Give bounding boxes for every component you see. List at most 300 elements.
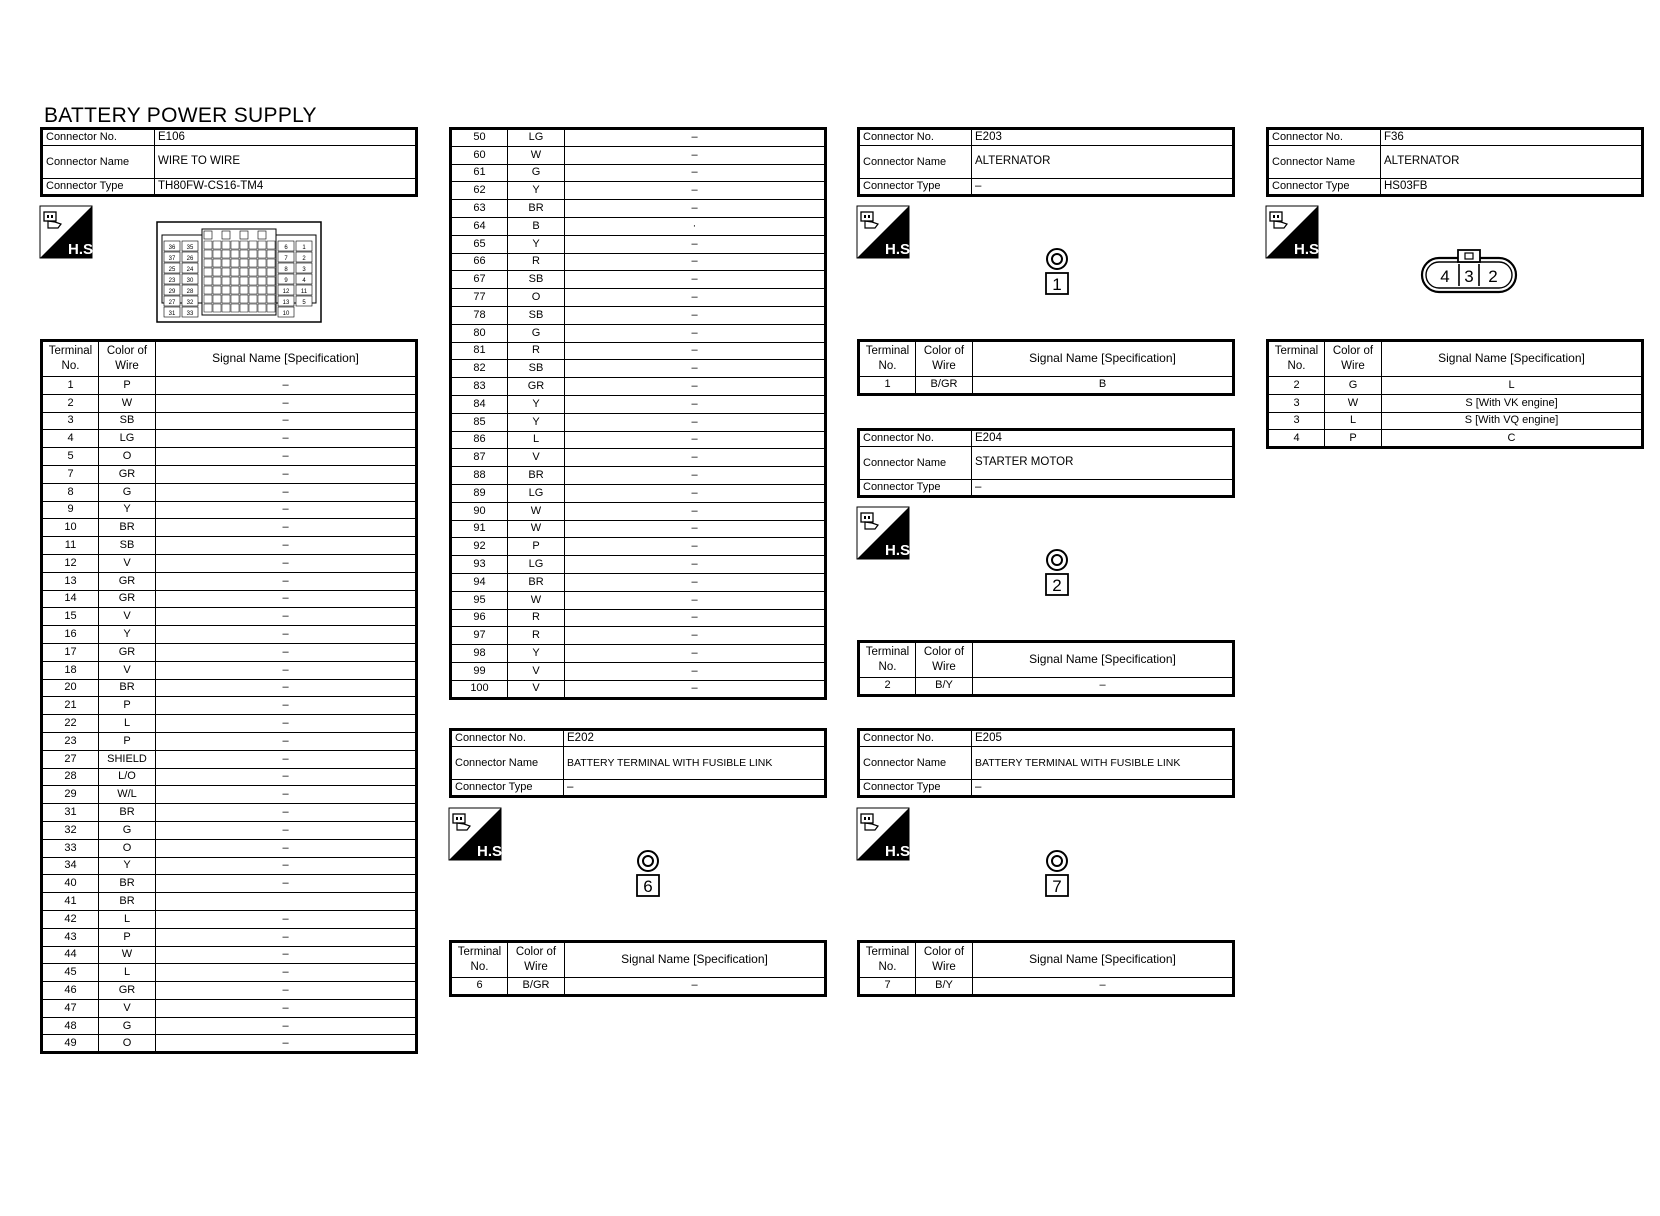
connector-pin-label: 37 xyxy=(168,256,176,262)
terminal-row xyxy=(451,502,826,520)
terminal-no-cell: 23 xyxy=(42,732,99,750)
wire-color-cell: GR xyxy=(99,572,156,590)
connector-pin-cell xyxy=(231,295,239,303)
terminal-no-cell: 27 xyxy=(42,750,99,768)
terminal-no-cell: 82 xyxy=(451,360,508,378)
terminal-no-cell: 11 xyxy=(42,537,99,555)
terminal-no-cell: 99 xyxy=(451,662,508,680)
connector-pin-cell xyxy=(222,259,230,267)
terminal-row xyxy=(42,679,417,697)
wire-color-cell: P xyxy=(508,538,565,556)
terminal-no-cell: 50 xyxy=(451,129,508,147)
terminal-row xyxy=(42,394,417,412)
terminal-no-cell: 64 xyxy=(451,217,508,235)
wire-color-cell: SB xyxy=(99,537,156,555)
terminal-row xyxy=(42,839,417,857)
connector-pin-cell xyxy=(258,250,266,258)
connector-pin-label: 3 xyxy=(302,267,306,273)
terminal-no-cell: 7 xyxy=(42,465,99,483)
terminal-no-cell: 5 xyxy=(42,448,99,466)
signal-name-cell: – xyxy=(565,467,826,485)
wire-color-cell: SB xyxy=(508,306,565,324)
signal-name-cell: – xyxy=(156,946,417,964)
signal-name-cell: – xyxy=(565,289,826,307)
connector-pin-label: 33 xyxy=(186,311,194,317)
connector-pin-cell xyxy=(267,268,275,276)
terminal-no-cell: 32 xyxy=(42,821,99,839)
e106-connector-face xyxy=(156,221,322,323)
connector-pin-cell xyxy=(258,268,266,276)
terminal-no-cell: 62 xyxy=(451,182,508,200)
wire-color-cell: W xyxy=(508,591,565,609)
terminal-row xyxy=(42,964,417,982)
e106-terminal-table-b xyxy=(449,127,827,700)
wire-color-cell: P xyxy=(99,928,156,946)
connector-pin-cell xyxy=(240,268,248,276)
terminal-row xyxy=(451,484,826,502)
connector-type-label: Connector Type xyxy=(859,780,972,797)
connector-pin-cell xyxy=(258,241,266,249)
terminal-no-cell: 100 xyxy=(451,680,508,698)
color-of-wire-header: Color of Wire xyxy=(916,341,973,377)
signal-name-cell: – xyxy=(565,395,826,413)
e106-info-table xyxy=(40,127,418,197)
terminal-row xyxy=(42,1035,417,1053)
terminal-row xyxy=(451,289,826,307)
connector-type-value: – xyxy=(972,780,1234,797)
terminal-row xyxy=(42,626,417,644)
wire-color-cell: BR xyxy=(99,804,156,822)
signal-name-cell: – xyxy=(156,910,417,928)
wire-color-cell: SB xyxy=(508,271,565,289)
signal-name-cell: – xyxy=(565,378,826,396)
connector-name-label: Connector Name xyxy=(859,747,972,780)
wire-color-cell: GR xyxy=(99,643,156,661)
connector-pin-cell xyxy=(213,304,221,312)
terminal-no-cell: 4 xyxy=(1268,430,1325,448)
signal-name-cell: – xyxy=(156,715,417,733)
terminal-row xyxy=(451,129,826,147)
connector-no-value: E203 xyxy=(972,129,1234,146)
connector-pin-cell xyxy=(204,295,212,303)
terminal-row xyxy=(451,306,826,324)
connector-pin-cell xyxy=(213,277,221,285)
connector-pin-cell xyxy=(213,241,221,249)
connector-pin-label: 6 xyxy=(284,245,288,251)
signal-name-cell: – xyxy=(565,253,826,271)
signal-name-header: Signal Name [Specification] xyxy=(1382,341,1643,377)
connector-name-value: WIRE TO WIRE xyxy=(155,146,417,179)
terminal-no-cell: 8 xyxy=(42,483,99,501)
wire-color-cell: W xyxy=(99,946,156,964)
connector-name-label: Connector Name xyxy=(859,146,972,179)
signal-name-cell: B xyxy=(973,377,1234,395)
terminal-row xyxy=(42,750,417,768)
terminal-row xyxy=(42,910,417,928)
connector-type-value: – xyxy=(972,179,1234,196)
connector-pin-cell xyxy=(231,304,239,312)
terminal-row xyxy=(1268,394,1643,412)
signal-name-cell: – xyxy=(973,678,1234,696)
connector-pin-cell xyxy=(204,304,212,312)
connector-pin-cell xyxy=(204,268,212,276)
terminal-row xyxy=(451,146,826,164)
wire-color-cell: O xyxy=(508,289,565,307)
signal-name-cell: – xyxy=(565,538,826,556)
terminal-no-cell: 98 xyxy=(451,645,508,663)
connector-pin-label: 13 xyxy=(282,300,290,306)
terminal-no-cell: 3 xyxy=(42,412,99,430)
e204-info-table xyxy=(857,428,1235,498)
terminal-no-cell: 46 xyxy=(42,982,99,1000)
color-of-wire-header: Color of Wire xyxy=(99,341,156,377)
terminal-row xyxy=(42,608,417,626)
terminal-no-cell: 97 xyxy=(451,627,508,645)
wire-color-cell: V xyxy=(508,680,565,698)
f36-pin-label: 4 xyxy=(1440,267,1450,286)
connector-pin-cell xyxy=(204,250,212,258)
signal-name-header: Signal Name [Specification] xyxy=(565,942,826,978)
color-of-wire-header: Color of Wire xyxy=(508,942,565,978)
connector-type-label: Connector Type xyxy=(42,179,155,196)
terminal-row xyxy=(42,999,417,1017)
terminal-no-cell: 66 xyxy=(451,253,508,271)
signal-name-cell: – xyxy=(565,271,826,289)
hs-badge-icon xyxy=(857,206,915,258)
terminal-row xyxy=(42,448,417,466)
terminal-row xyxy=(451,271,826,289)
wire-color-cell: BR xyxy=(99,519,156,537)
connector-pin-cell xyxy=(240,286,248,294)
wire-color-cell: W xyxy=(99,394,156,412)
signal-name-cell: – xyxy=(156,928,417,946)
terminal-no-cell: 40 xyxy=(42,875,99,893)
wire-color-cell: L/O xyxy=(99,768,156,786)
connector-pin-label: 10 xyxy=(282,311,290,317)
signal-name-cell: – xyxy=(565,591,826,609)
hs-label: H.S. xyxy=(885,542,915,559)
hs-label: H.S. xyxy=(68,241,98,258)
connector-type-label: Connector Type xyxy=(859,179,972,196)
connector-no-value: F36 xyxy=(1381,129,1643,146)
terminal-row xyxy=(42,893,417,911)
connector-no-label: Connector No. xyxy=(859,730,972,747)
terminal-row xyxy=(42,412,417,430)
wire-color-cell: L xyxy=(99,964,156,982)
connector-pin-cell xyxy=(240,277,248,285)
terminal-row xyxy=(42,519,417,537)
wire-color-cell: B/Y xyxy=(916,678,973,696)
signal-name-cell: – xyxy=(565,360,826,378)
terminal-row xyxy=(859,678,1234,696)
signal-name-cell: – xyxy=(156,804,417,822)
terminal-no-cell: 89 xyxy=(451,484,508,502)
connector-pin-cell xyxy=(258,295,266,303)
wire-color-cell: Y xyxy=(508,182,565,200)
connector-type-label: Connector Type xyxy=(451,780,564,797)
terminal-row xyxy=(451,200,826,218)
terminal-row xyxy=(451,395,826,413)
terminal-row xyxy=(42,465,417,483)
terminal-no-cell: 2 xyxy=(1268,377,1325,395)
connector-pin-label: 5 xyxy=(302,300,306,306)
connector-pin-label: 23 xyxy=(168,278,176,284)
connector-no-value: E204 xyxy=(972,430,1234,447)
signal-name-cell: – xyxy=(156,999,417,1017)
e205-terminal-table xyxy=(857,940,1235,997)
wire-color-cell: R xyxy=(508,609,565,627)
terminal-no-cell: 48 xyxy=(42,1017,99,1035)
terminal-symbol-number: 1 xyxy=(1052,275,1062,294)
terminal-row xyxy=(1268,377,1643,395)
connector-pin-label: 24 xyxy=(186,267,194,273)
wire-color-cell: LG xyxy=(508,129,565,147)
connector-pin-cell xyxy=(222,250,230,258)
terminal-symbol-number: 6 xyxy=(643,877,653,896)
signal-name-cell: – xyxy=(156,839,417,857)
terminal-no-cell: 41 xyxy=(42,893,99,911)
terminal-no-header: Terminal No. xyxy=(859,341,916,377)
terminal-no-cell: 33 xyxy=(42,839,99,857)
terminal-no-cell: 90 xyxy=(451,502,508,520)
connector-pin-cell xyxy=(231,277,239,285)
connector-pin-cell xyxy=(267,259,275,267)
f36-info-table xyxy=(1266,127,1644,197)
wire-color-cell: LG xyxy=(99,430,156,448)
wire-color-cell: G xyxy=(99,821,156,839)
signal-name-cell: C xyxy=(1382,430,1643,448)
connector-pin-label: 28 xyxy=(186,289,194,295)
wire-color-cell: V xyxy=(508,449,565,467)
signal-name-cell: – xyxy=(156,554,417,572)
connector-pin-cell xyxy=(213,250,221,258)
terminal-no-cell: 65 xyxy=(451,235,508,253)
connector-pin-cell xyxy=(204,241,212,249)
terminal-no-cell: 12 xyxy=(42,554,99,572)
wire-color-cell: Y xyxy=(99,626,156,644)
terminal-row xyxy=(42,661,417,679)
signal-name-cell: – xyxy=(156,1035,417,1053)
terminal-row xyxy=(451,431,826,449)
connector-pin-cell xyxy=(213,259,221,267)
connector-pin-label: 35 xyxy=(186,245,194,251)
signal-name-cell: – xyxy=(565,556,826,574)
connector-pin-cell xyxy=(249,304,257,312)
wire-color-cell: L xyxy=(99,715,156,733)
terminal-no-cell: 80 xyxy=(451,324,508,342)
terminal-no-cell: 20 xyxy=(42,679,99,697)
signal-name-cell: – xyxy=(156,483,417,501)
terminal-row xyxy=(42,377,417,395)
color-of-wire-header: Color of Wire xyxy=(1325,341,1382,377)
signal-name-cell: – xyxy=(156,519,417,537)
terminal-no-cell: 1 xyxy=(859,377,916,395)
wire-color-cell: GR xyxy=(508,378,565,396)
connector-pin-cell xyxy=(222,277,230,285)
wire-color-cell: SHIELD xyxy=(99,750,156,768)
terminal-no-cell: 92 xyxy=(451,538,508,556)
terminal-no-header: Terminal No. xyxy=(859,642,916,678)
connector-pin-cell xyxy=(258,286,266,294)
connector-pin-cell xyxy=(231,241,239,249)
terminal-row xyxy=(42,821,417,839)
connector-pin-cell xyxy=(204,277,212,285)
terminal-symbol-number: 2 xyxy=(1052,576,1062,595)
terminal-row xyxy=(42,982,417,1000)
terminal-symbol-e202 xyxy=(633,850,663,898)
signal-name-cell: – xyxy=(565,164,826,182)
terminal-row xyxy=(42,537,417,555)
connector-pin-cell xyxy=(222,295,230,303)
terminal-row xyxy=(42,1017,417,1035)
wire-color-cell: W xyxy=(508,520,565,538)
terminal-row xyxy=(451,182,826,200)
connector-pin-cell xyxy=(249,295,257,303)
terminal-no-cell: 13 xyxy=(42,572,99,590)
terminal-row xyxy=(451,680,826,698)
connector-pin-cell xyxy=(267,295,275,303)
connector-pin-cell xyxy=(267,277,275,285)
wire-color-cell: V xyxy=(99,608,156,626)
connector-pin-cell xyxy=(258,277,266,285)
connector-pin-label: 29 xyxy=(168,289,176,295)
connector-type-value: TH80FW-CS16-TM4 xyxy=(155,179,417,196)
connector-pin-cell xyxy=(240,250,248,258)
terminal-row xyxy=(42,554,417,572)
connector-pin-cell xyxy=(231,268,239,276)
terminal-no-header: Terminal No. xyxy=(42,341,99,377)
terminal-row xyxy=(42,590,417,608)
signal-name-cell: L xyxy=(1382,377,1643,395)
terminal-no-cell: 6 xyxy=(451,978,508,996)
connector-name-label: Connector Name xyxy=(42,146,155,179)
connector-type-value: HS03FB xyxy=(1381,179,1643,196)
terminal-no-cell: 2 xyxy=(859,678,916,696)
wire-color-cell: B/Y xyxy=(916,978,973,996)
color-of-wire-header: Color of Wire xyxy=(916,942,973,978)
hs-label: H.S. xyxy=(1294,241,1324,258)
terminal-no-cell: 77 xyxy=(451,289,508,307)
signal-name-cell: – xyxy=(156,857,417,875)
connector-no-label: Connector No. xyxy=(42,129,155,146)
signal-name-cell: – xyxy=(565,235,826,253)
terminal-no-cell: 44 xyxy=(42,946,99,964)
wire-color-cell: L xyxy=(1325,412,1382,430)
terminal-no-cell: 49 xyxy=(42,1035,99,1053)
terminal-row xyxy=(451,413,826,431)
connector-pin-label: 26 xyxy=(186,256,194,262)
connector-pin-cell xyxy=(249,268,257,276)
terminal-row xyxy=(42,768,417,786)
terminal-no-cell: 4 xyxy=(42,430,99,448)
connector-pin-label: 7 xyxy=(284,256,288,262)
connector-pin-cell xyxy=(213,286,221,294)
terminal-row xyxy=(859,377,1234,395)
wire-color-cell: BR xyxy=(99,893,156,911)
wire-color-cell: B/GR xyxy=(916,377,973,395)
connector-pin-cell xyxy=(222,286,230,294)
terminal-row xyxy=(451,449,826,467)
signal-name-cell: – xyxy=(156,572,417,590)
wire-color-cell: BR xyxy=(99,679,156,697)
wire-color-cell: BR xyxy=(508,467,565,485)
terminal-symbol-number: 7 xyxy=(1052,877,1062,896)
signal-name-cell: – xyxy=(156,377,417,395)
signal-name-cell: – xyxy=(156,875,417,893)
connector-pin-label: 12 xyxy=(282,289,290,295)
connector-pin-label: 8 xyxy=(284,267,288,273)
terminal-row xyxy=(451,978,826,996)
connector-type-label: Connector Type xyxy=(859,480,972,497)
connector-pin-cell xyxy=(222,304,230,312)
wire-color-cell: W/L xyxy=(99,786,156,804)
signal-name-cell: – xyxy=(156,732,417,750)
connector-no-label: Connector No. xyxy=(859,129,972,146)
e205-info-table xyxy=(857,728,1235,798)
signal-name-cell xyxy=(156,893,417,911)
connector-pin-label: 1 xyxy=(302,245,306,251)
signal-name-cell: – xyxy=(156,679,417,697)
terminal-row xyxy=(42,786,417,804)
signal-name-header: Signal Name [Specification] xyxy=(973,642,1234,678)
hs-badge-icon xyxy=(40,206,98,258)
terminal-row xyxy=(859,978,1234,996)
terminal-no-cell: 16 xyxy=(42,626,99,644)
connector-pin-label: 27 xyxy=(168,300,176,306)
terminal-no-cell: 34 xyxy=(42,857,99,875)
connector-pin-label: 4 xyxy=(302,278,306,284)
connector-pin-cell xyxy=(231,259,239,267)
hs-badge-icon xyxy=(857,808,915,860)
terminal-no-cell: 87 xyxy=(451,449,508,467)
signal-name-cell: – xyxy=(156,1017,417,1035)
wire-color-cell: R xyxy=(508,627,565,645)
terminal-symbol-e205 xyxy=(1042,850,1072,898)
terminal-row xyxy=(451,645,826,663)
wire-color-cell: GR xyxy=(99,465,156,483)
wire-color-cell: R xyxy=(508,342,565,360)
f36-pin-label: 3 xyxy=(1464,267,1474,286)
signal-name-cell: – xyxy=(156,750,417,768)
connector-name-label: Connector Name xyxy=(451,747,564,780)
signal-name-cell: S [With VK engine] xyxy=(1382,394,1643,412)
signal-name-cell: – xyxy=(156,537,417,555)
wire-color-cell: BR xyxy=(508,573,565,591)
terminal-row xyxy=(42,875,417,893)
signal-name-cell: – xyxy=(156,821,417,839)
wire-color-cell: B/GR xyxy=(508,978,565,996)
e202-info-table xyxy=(449,728,827,798)
connector-pin-cell xyxy=(240,259,248,267)
connector-name-value: ALTERNATOR xyxy=(972,146,1234,179)
terminal-no-cell: 3 xyxy=(1268,394,1325,412)
terminal-no-cell: 18 xyxy=(42,661,99,679)
terminal-no-cell: 63 xyxy=(451,200,508,218)
terminal-row xyxy=(1268,430,1643,448)
terminal-no-cell: 29 xyxy=(42,786,99,804)
connector-pin-cell xyxy=(213,268,221,276)
connector-pin-label: 11 xyxy=(300,289,308,295)
connector-pin-label: 2 xyxy=(302,256,306,262)
connector-pin-cell xyxy=(204,259,212,267)
connector-pin-cell xyxy=(231,250,239,258)
terminal-row xyxy=(42,928,417,946)
signal-name-cell: – xyxy=(973,978,1234,996)
connector-pin-cell xyxy=(249,250,257,258)
signal-name-cell: – xyxy=(565,306,826,324)
wire-color-cell: LG xyxy=(508,484,565,502)
e106-terminal-table-a xyxy=(40,339,418,1054)
